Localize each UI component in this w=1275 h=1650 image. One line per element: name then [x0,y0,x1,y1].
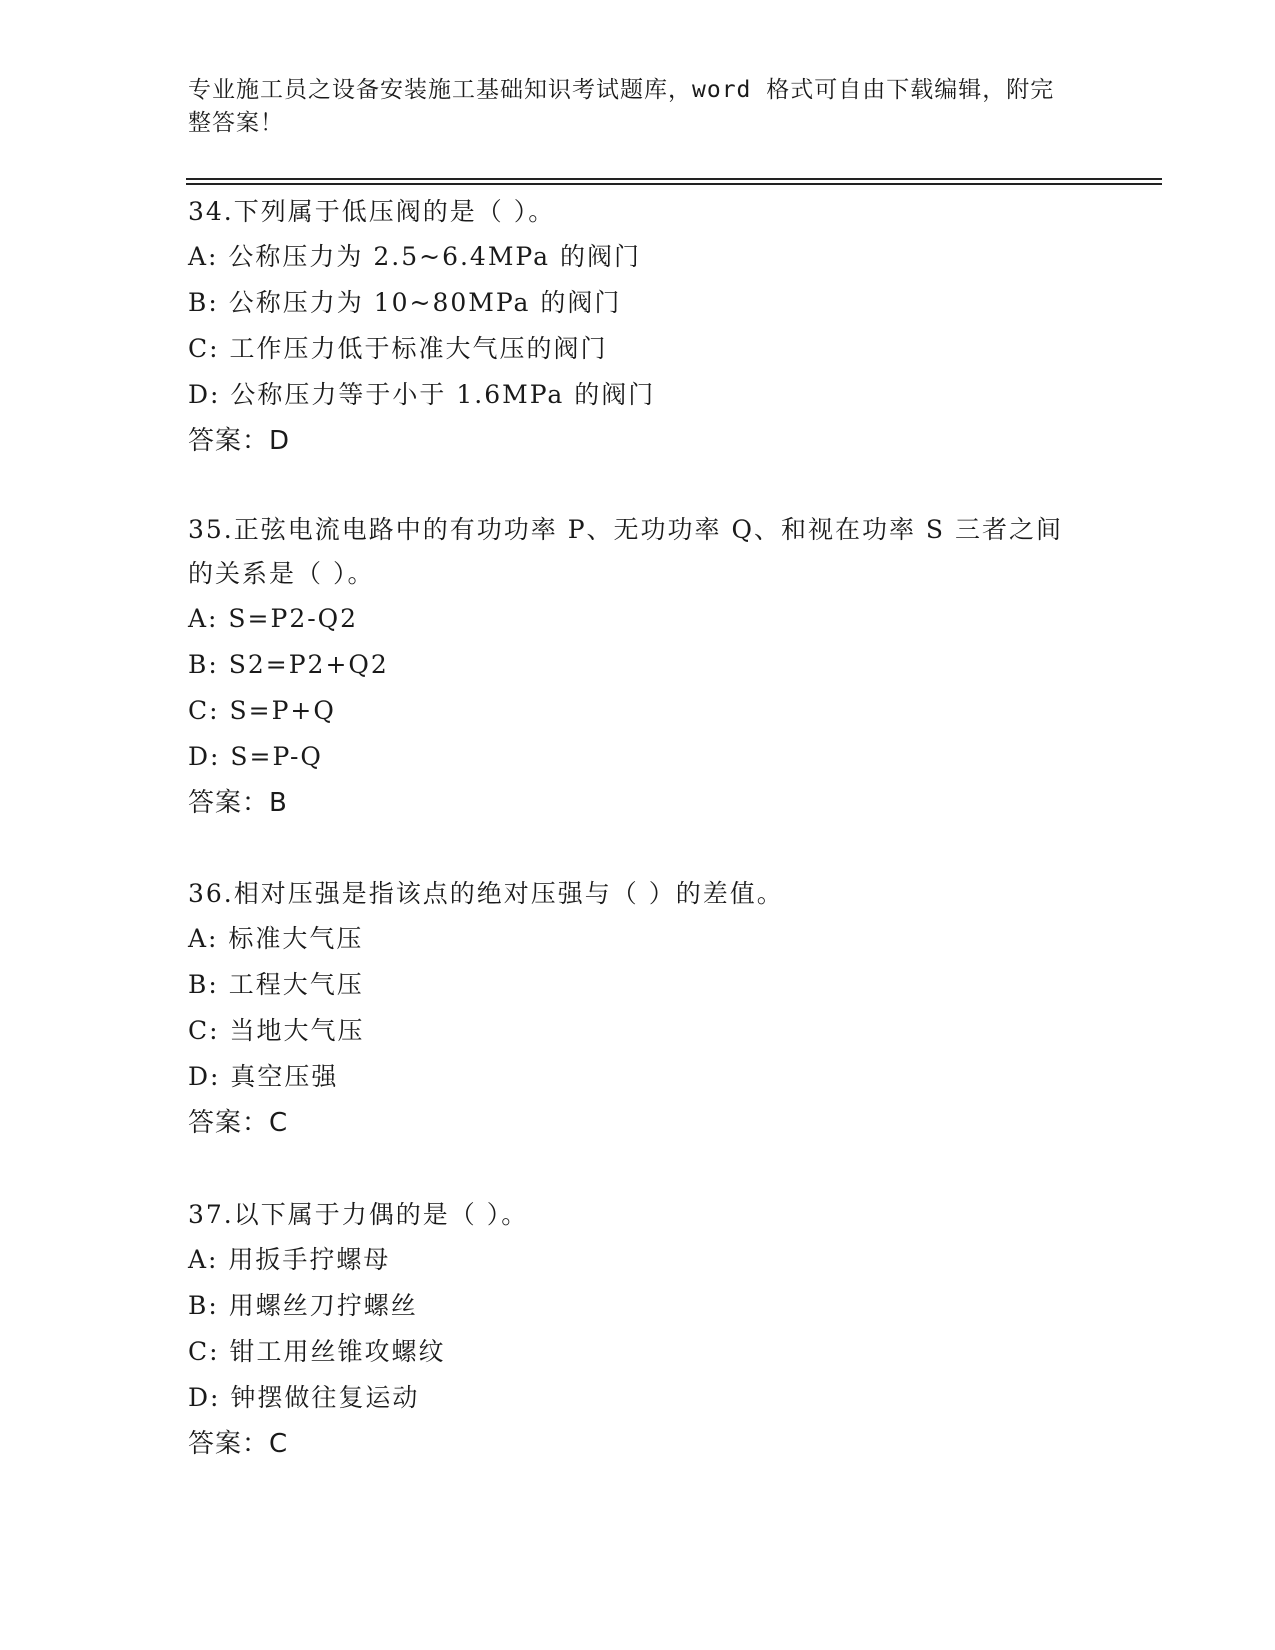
option-a: A: 标准大气压 [188,924,364,953]
answer: 答案：C [188,1108,289,1138]
question-text: 36.相对压强是指该点的绝对压强与（ ）的差值。 [188,879,784,908]
answer: 答案：D [188,426,291,456]
option-a: A: 公称压力为 2.5~6.4MPa 的阀门 [188,242,641,271]
option-d: D: S=P-Q [188,742,323,771]
option-b: B: 工程大气压 [188,970,364,999]
option-d: D: 钟摆做往复运动 [188,1383,420,1412]
question-35 [188,508,1088,826]
document-header: 专业施工员之设备安装施工基础知识考试题库，word 格式可自由下载编辑，附完整答案！ [188,77,1055,136]
option-a: A: 用扳手拧螺母 [188,1245,391,1274]
option-b: B: 用螺丝刀拧螺丝 [188,1291,418,1320]
option-c: C: 钳工用丝锥攻螺纹 [188,1337,446,1366]
question-36 [188,872,1088,1146]
question-34 [188,190,1088,464]
answer: 答案：B [188,788,288,818]
header-divider-bottom [186,183,1162,185]
question-text: 37.以下属于力偶的是（ ）。 [188,1200,529,1229]
option-b: B: 公称压力为 10~80MPa 的阀门 [188,288,622,317]
option-c: C: 工作压力低于标准大气压的阀门 [188,334,608,363]
question-text: 34.下列属于低压阀的是（ ）。 [188,197,556,226]
option-c: C: S=P+Q [188,696,336,725]
question-text: 35.正弦电流电路中的有功功率 P、无功功率 Q、和视在功率 S 三者之间的关系是（ ）。 [188,515,1063,588]
option-d: D: 公称压力等于小于 1.6MPa 的阀门 [188,380,656,409]
header-divider-top [186,178,1162,180]
answer: 答案：C [188,1429,289,1459]
option-b: B: S2=P2+Q2 [188,650,389,679]
option-d: D: 真空压强 [188,1062,339,1091]
option-a: A: S=P2-Q2 [188,604,359,633]
question-37 [188,1193,1088,1467]
option-c: C: 当地大气压 [188,1016,365,1045]
